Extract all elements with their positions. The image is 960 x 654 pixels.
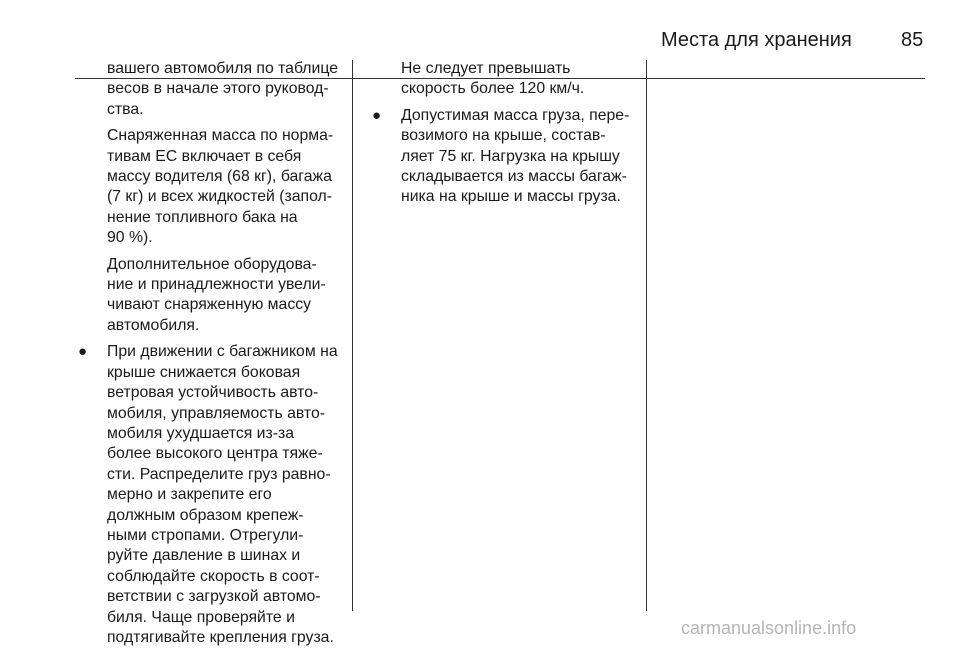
text-line: более высокого центра тяже- xyxy=(107,445,323,463)
text-line: биля. Чаще проверяйте и xyxy=(107,608,295,626)
text-line: весов в начале этого руковод- xyxy=(107,80,329,98)
text-line: Снаряженная масса по норма- xyxy=(107,127,334,145)
page-title: Места для хранения xyxy=(661,29,852,51)
watermark: carmanualsonline.info xyxy=(681,618,857,638)
column-divider-right xyxy=(646,60,647,611)
text-line: ние и принадлежности увели- xyxy=(107,276,326,294)
paragraph-curb-weight xyxy=(107,126,347,248)
text-line: возимого на крыше, состав- xyxy=(401,127,606,145)
text-line: скорость более 120 км/ч. xyxy=(401,80,585,98)
text-line: ляет 75 кг. Нагрузка на крышу xyxy=(401,147,620,165)
text-line: вашего автомобиля по таблице xyxy=(107,60,339,77)
text-line: Допустимая масса груза, пере- xyxy=(401,106,630,124)
text-line: подтягивайте крепления груза. xyxy=(107,628,334,646)
text-line: (7 кг) и всех жидкостей (запол- xyxy=(107,188,333,206)
left-column xyxy=(78,59,347,654)
right-column xyxy=(372,59,641,214)
text-line: ника на крыше и массы груза. xyxy=(401,188,621,206)
text-line: ства. xyxy=(107,100,144,118)
bullet-icon: ● xyxy=(78,343,88,361)
text-line: ветровая устойчивость авто- xyxy=(107,384,319,402)
text-line: руйте давление в шинах и xyxy=(107,547,301,565)
text-line: сти. Распределите груз равно- xyxy=(107,465,331,483)
text-line: При движении с багажником на xyxy=(107,343,338,361)
bullet-roof-load-limit xyxy=(372,106,641,208)
text-line: нение топливного бака на xyxy=(107,208,298,226)
text-line: мерно и закрепите его xyxy=(107,486,272,504)
text-line: чивают снаряженную массу xyxy=(107,296,312,314)
page-header xyxy=(0,28,960,54)
text-line: тивам ЕС включает в себя xyxy=(107,147,302,165)
text-line: ными стропами. Отрегули- xyxy=(107,526,304,544)
text-line: мобиля ухудшается из-за xyxy=(107,424,295,442)
bullet-roof-rack-driving xyxy=(78,342,347,648)
paragraph-table-reference xyxy=(107,59,347,120)
page-number: 85 xyxy=(901,29,924,51)
bullet-icon: ● xyxy=(372,106,382,124)
text-line: мобиля, управляемость авто- xyxy=(107,404,326,422)
text-line: соблюдайте скорость в соот- xyxy=(107,567,320,585)
text-line: Не следует превышать xyxy=(401,60,571,77)
text-line: складывается из массы багаж- xyxy=(401,168,627,186)
text-line: Дополнительное оборудова- xyxy=(107,255,317,273)
text-line: автомобиля. xyxy=(107,316,200,334)
text-line: 90 %). xyxy=(107,229,153,247)
text-line: ветствии с загрузкой автомо- xyxy=(107,588,321,606)
text-line: должным образом крепеж- xyxy=(107,506,304,524)
text-line: крыше снижается боковая xyxy=(107,363,301,381)
paragraph-optional-equipment xyxy=(107,255,347,337)
text-line: массу водителя (68 кг), багажа xyxy=(107,168,332,186)
column-divider-left xyxy=(352,60,353,611)
paragraph-speed-limit xyxy=(401,59,641,100)
